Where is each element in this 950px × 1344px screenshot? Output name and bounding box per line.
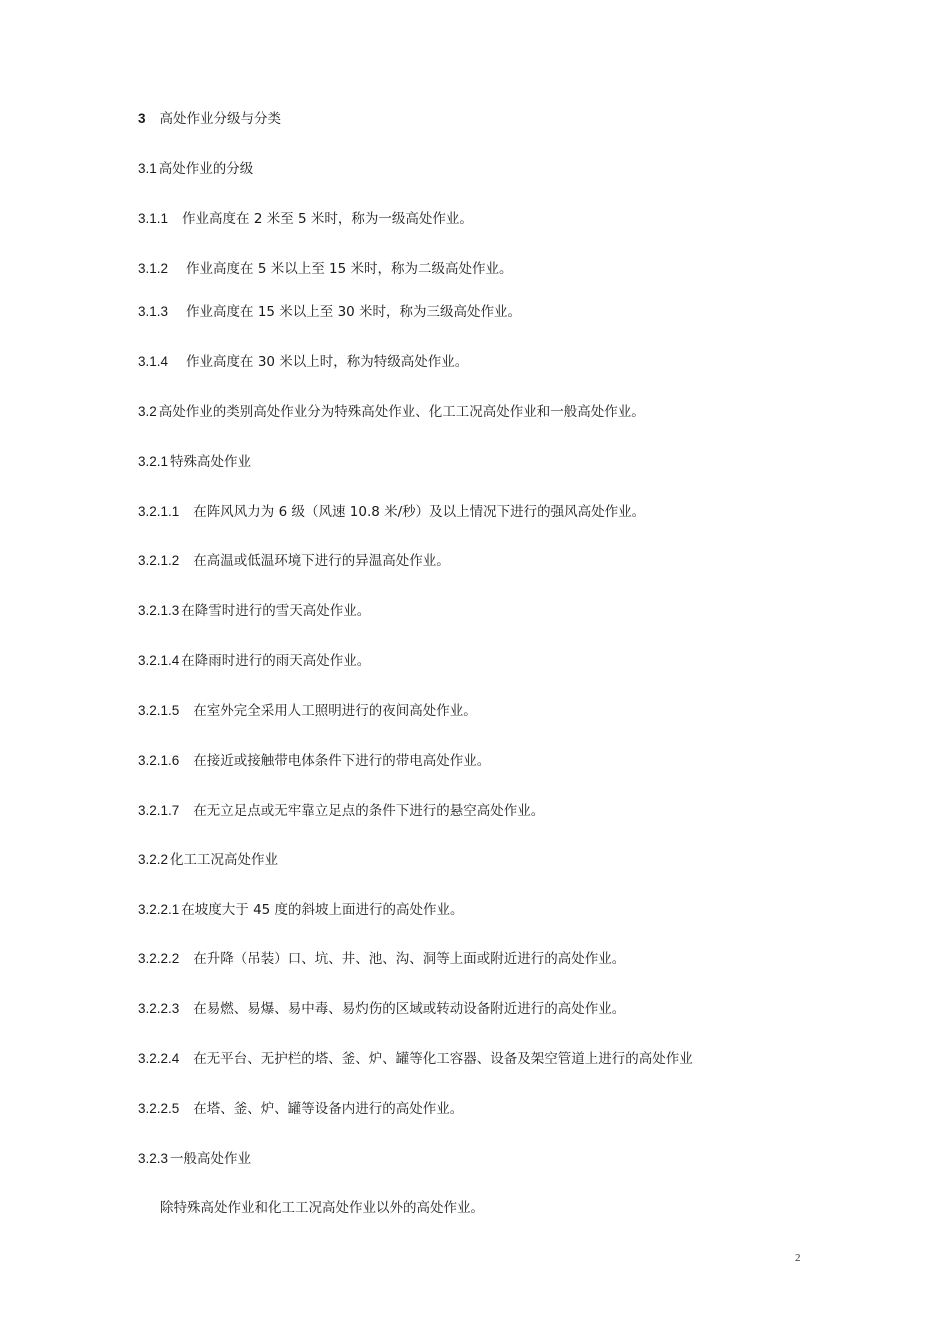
clause-3-1-3 — [138, 303, 521, 321]
section-text: 在降雨时进行的雨天高处作业。 — [181, 653, 371, 669]
section-number: 3.2.2.4 — [138, 1051, 180, 1066]
section-number: 3.2.1.7 — [138, 803, 180, 818]
heading-section-3-1 — [138, 160, 253, 178]
section-number: 3.2.2.2 — [138, 951, 180, 966]
section-number: 3.2 — [138, 404, 157, 419]
section-text: 一般高处作业 — [170, 1151, 252, 1167]
section-number: 3.2.1.6 — [138, 753, 180, 768]
clause-3-2-1-4 — [138, 652, 370, 670]
section-text: 作业高度在 5 米以上至 15 米时，称为二级高处作业。 — [186, 261, 513, 277]
heading-section-3 — [138, 110, 281, 128]
clause-3-2-2-1 — [138, 901, 464, 919]
closing-paragraph: 除特殊高处作业和化工工况高处作业以外的高处作业。 — [160, 1200, 484, 1216]
section-text: 在室外完全采用人工照明进行的夜间高处作业。 — [193, 703, 477, 719]
section-number: 3.2.1.4 — [138, 653, 180, 668]
clause-3-1-1 — [138, 210, 473, 228]
section-text: 在无立足点或无牢靠立足点的条件下进行的悬空高处作业。 — [193, 803, 545, 819]
clause-3-1-2 — [138, 260, 512, 278]
clause-3-2-1-3 — [138, 602, 370, 620]
clause-3-2-2-5 — [138, 1100, 463, 1118]
section-text: 在塔、釜、炉、罐等设备内进行的高处作业。 — [193, 1101, 464, 1117]
section-text: 在无平台、无护栏的塔、釜、炉、罐等化工容器、设备及架空管道上进行的高处作业 — [193, 1051, 693, 1067]
section-text: 作业高度在 15 米以上至 30 米时，称为三级高处作业。 — [186, 304, 522, 320]
clause-3-2-1-2 — [138, 552, 450, 570]
section-text: 作业高度在 2 米至 5 米时，称为一级高处作业。 — [182, 211, 473, 227]
section-text: 在升降（吊装）口、坑、井、池、沟、洞等上面或附近进行的高处作业。 — [193, 951, 626, 967]
section-number: 3.2.1.1 — [138, 504, 180, 519]
clause-3-2-1-1 — [138, 503, 645, 521]
section-number: 3.2.1.3 — [138, 603, 180, 618]
section-text: 在坡度大于 45 度的斜坡上面进行的高处作业。 — [181, 902, 464, 918]
section-number: 3.1.4 — [138, 354, 169, 369]
heading-section-3-2-3 — [138, 1150, 251, 1168]
section-number: 3.1.1 — [138, 211, 169, 226]
heading-section-3-2-2 — [138, 851, 278, 869]
section-number: 3.2.2.1 — [138, 902, 180, 917]
clause-3-2-1-7 — [138, 802, 544, 820]
section-number: 3.2.3 — [138, 1151, 169, 1166]
clause-3-2-2-4 — [138, 1050, 693, 1068]
page-number: 2 — [795, 1252, 801, 1264]
section-text: 化工工况高处作业 — [170, 852, 279, 868]
section-text: 在阵风风力为 6 级（风速 10.8 米/秒）及以上情况下进行的强风高处作业。 — [193, 504, 646, 520]
section-number: 3.1.3 — [138, 304, 169, 319]
clause-3-2-1-5 — [138, 702, 477, 720]
section-text: 特殊高处作业 — [170, 454, 252, 470]
section-number: 3.2.1.5 — [138, 703, 180, 718]
section-text: 在降雪时进行的雪天高处作业。 — [181, 603, 371, 619]
section-number: 3.1.2 — [138, 261, 169, 276]
section-number: 3.2.2 — [138, 852, 169, 867]
section-text: 高处作业的分级 — [158, 161, 254, 177]
clause-3-1-4 — [138, 353, 468, 371]
heading-section-3-2-1 — [138, 453, 251, 471]
section-text: 高处作业的类别高处作业分为特殊高处作业、化工工况高处作业和一般高处作业。 — [158, 404, 645, 420]
section-text: 在易燃、易爆、易中毒、易灼伤的区域或转动设备附近进行的高处作业。 — [193, 1001, 626, 1017]
heading-section-3-2 — [138, 403, 645, 421]
section-number: 3.2.2.5 — [138, 1101, 180, 1116]
section-text: 在高温或低温环境下进行的异温高处作业。 — [193, 553, 450, 569]
section-number: 3.2.1.2 — [138, 553, 180, 568]
section-text: 作业高度在 30 米以上时，称为特级高处作业。 — [186, 354, 469, 370]
section-text: 在接近或接触带电体条件下进行的带电高处作业。 — [193, 753, 491, 769]
clause-3-2-1-6 — [138, 752, 490, 770]
section-number: 3.1 — [138, 161, 157, 176]
section-number: 3.2.2.3 — [138, 1001, 180, 1016]
section-number: 3 — [138, 111, 146, 126]
clause-3-2-2-3 — [138, 1000, 625, 1018]
section-text: 高处作业分级与分类 — [159, 111, 282, 127]
clause-3-2-2-2 — [138, 950, 625, 968]
section-number: 3.2.1 — [138, 454, 169, 469]
